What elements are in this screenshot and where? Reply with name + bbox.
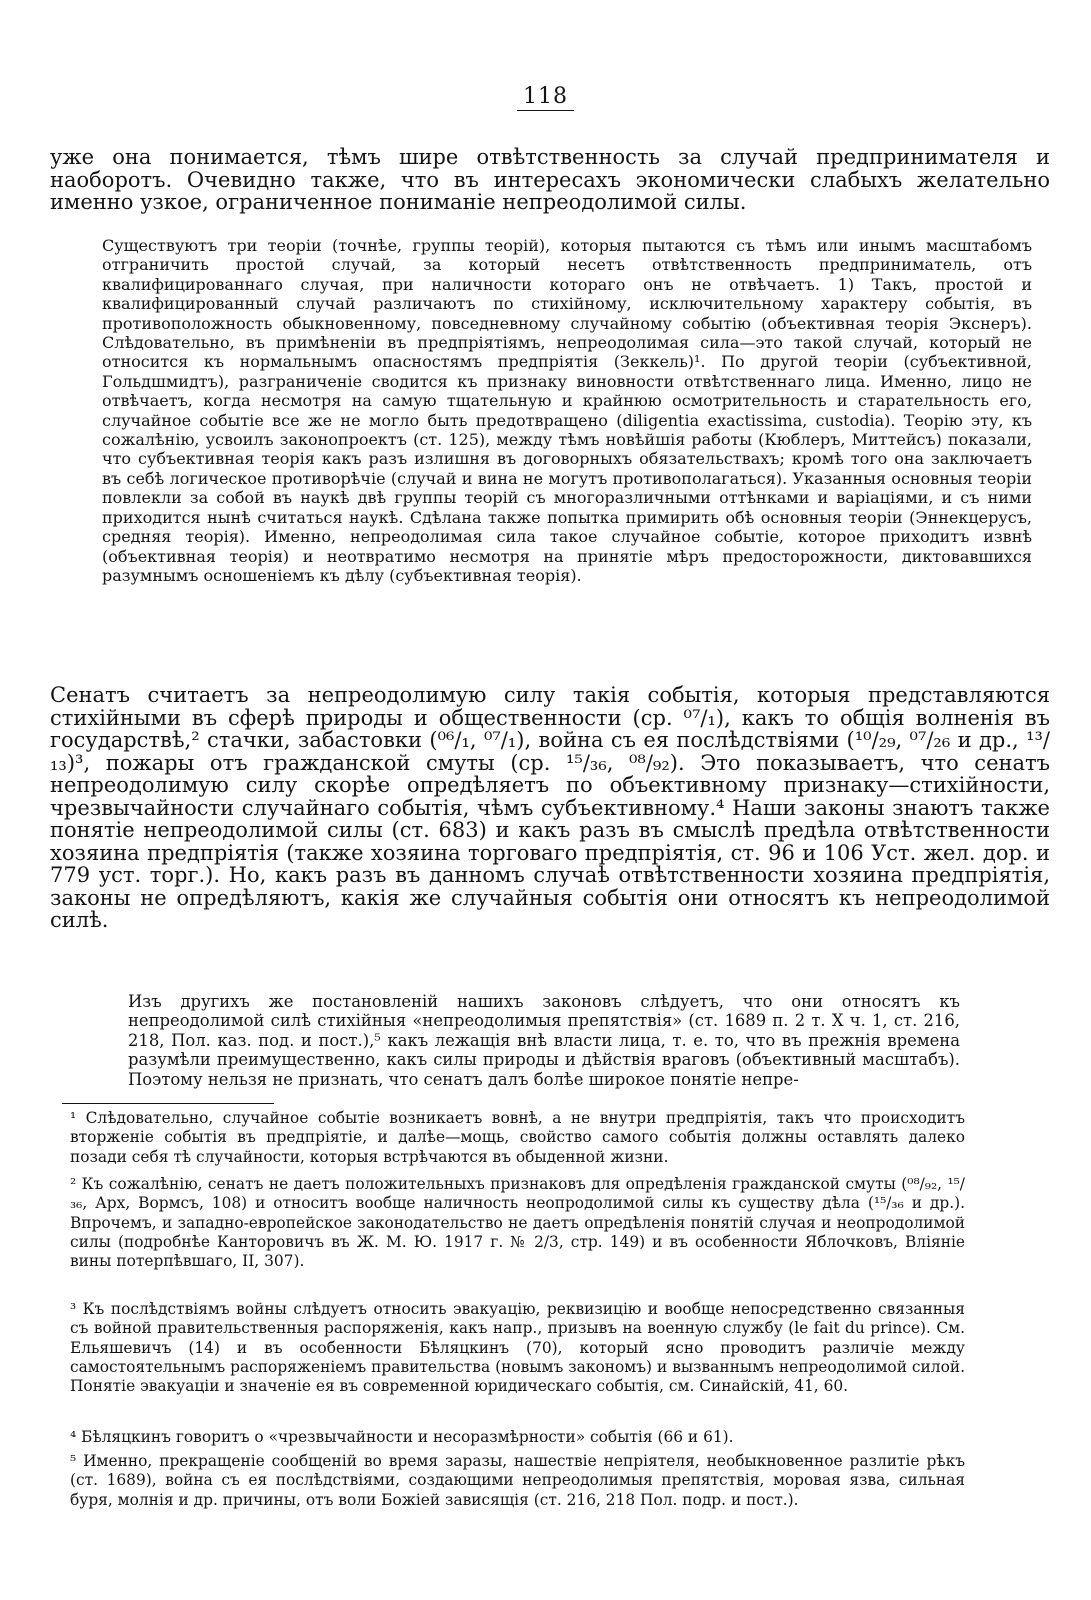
footnote-3: ³ Къ послѣдствіямъ войны слѣдуетъ относить эвакуацію, реквизицію и вообще непосредственно связанныя съ войной правительственныя распоряженія, какъ напр., призывъ на военную службу (le fait du prince). См. Ельяшевичъ (14) и въ особенности Бѣляцкинъ (70), который ясно проводитъ различіе между самостоятельнымъ распоряженіемъ правительства (новымъ закономъ) и вызваннымъ непреодолимой силой. Понятіе эвакуаціи и значеніе ея въ современной юридическаго событія, см. Синайскій, 41, 60. <box>70 1300 965 1396</box>
footnote-1: ¹ Слѣдовательно, случайное событіе возникаетъ вовнѣ, а не внутри предпріятія, такъ что происходитъ вторженіе событія въ предпріятіе, и далѣе—мощь, свойство самого событія должны оставлять далеко позади себя тѣ случайности, которыя встрѣчаются въ обыденной жизни. <box>70 1109 965 1166</box>
page-number: 118 <box>0 84 1091 109</box>
footnote-divider <box>62 1103 274 1104</box>
paragraph-laws: Изъ другихъ же постановленій нашихъ законовъ слѣдуетъ, что они относятъ къ непреодолимой силѣ стихійныя «непреодолимыя препятствія» (ст. 1689 п. 2 т. X ч. 1, ст. 216, 218, Пол. каз. под. и пост.),⁵ какъ лежащія внѣ власти лица, т. е. то, что въ прежнія времена разумѣли преимущественно, какъ силы природы и дѣйствія враговъ (объективный масштабъ). Поэтому нельзя не признать, что сенатъ далъ болѣе широкое понятіе непре- <box>128 992 960 1089</box>
paragraph-senate: Сенатъ считаетъ за непреодолимую силу такія событія, которыя представляются стихійными въ сферѣ природы и общественности (ср. ⁰⁷/₁), какъ то общія волненія въ государствѣ,² стачки, забастовки (⁰⁶/₁, ⁰⁷/₁), война съ ея послѣдствіями (¹⁰/₂₉, ⁰⁷/₂₆ и др., ¹³/₁₃)³, пожары отъ гражданской смуты (ср. ¹⁵/₃₆, ⁰⁸/₉₂). Это показываетъ, что сенатъ непреодолимую силу скорѣе опредѣляетъ по объективному признаку—стихійности, чрезвычайности случайнаго событія, чѣмъ субъективному.⁴ Наши законы знаютъ также понятіе непреодолимой силы (ст. 683) и какъ разъ въ смыслѣ предѣла отвѣтственности хозяина предпріятія (также хозяина торговаго предпріятія, ст. 96 и 106 Уст. жел. дор. и 779 уст. торг.). Но, какъ разъ въ данномъ случаѣ отвѣтственности хозяина предпріятія, законы не опредѣляютъ, какія же случайныя событія они относятъ къ непреодолимой силѣ. <box>50 683 1050 932</box>
footnote-4: ⁴ Бѣляцкинъ говоритъ о «чрезвычайности и несоразмѣрности» событія (66 и 61). <box>70 1428 734 1446</box>
paragraph-theories: Существуютъ три теоріи (точнѣе, группы теорій), которыя пытаются съ тѣмъ или инымъ масштабомъ отграничить простой случай, за который несетъ отвѣтственность предприниматель, отъ квалифицированнаго случая, при наличности котораго онъ не отвѣчаетъ. 1) Такъ, простой и квалифицированный случай различаютъ по стихійному, исключительному характеру событія, въ противоположность обыкновенному, повседневному случайному событію (объективная теорія Экснеръ). Слѣдовательно, въ примѣненіи въ предпріятіямъ, непреодолимая сила—это такой случай, который не относится къ нормальнымъ опасностямъ предпріятія (Зеккель)¹. По другой теоріи (субъективной, Гольдшмидтъ), разграниченіе сводится къ признаку виновности отвѣтственнаго лица. Именно, лицо не отвѣчаетъ, когда несмотря на самую тщательную и крайнюю осмотрительность и старательность его, случайное событіе все же не могло быть предотвращено (diligentia exactissima, custodia). Теорію эту, къ сожалѣнію, усвоилъ законопроектъ (ст. 125), между тѣмъ новѣйшія работы (Кюблеръ, Миттейсъ) показали, что субъективная теорія какъ разъ излишня въ договорныхъ обязательствахъ; кромѣ того она заключаетъ въ себѣ логическое противорѣчіе (случай и вина не могутъ противополагаться). Указанныя основныя теоріи повлекли за собой въ наукѣ двѣ группы теорій съ многоразличными оттѣнками и варіаціями, и съ ними приходится нынѣ считаться наукѣ. Сдѣлана также попытка примирить обѣ основныя теоріи (Эннекцерусъ, средняя теорія). Именно, непреодолимая сила такое случайное событіе, которое приходитъ извнѣ (объективная теорія) и неотвратимо несмотря на принятіе мѣръ предосторожности, диктовавшихся разумнымъ осношеніемъ къ дѣлу (субъективная теорія). <box>102 236 1032 585</box>
footnote-5: ⁵ Именно, прекращеніе сообщеній во время заразы, нашествіе непріятеля, необыкновенное разлитіе рѣкъ (ст. 1689), война съ ея послѣдствіями, создающими непреодолимыя препятствія, моровая язва, сильная буря, молнія и др. причины, отъ воли Божіей зависящія (ст. 216, 218 Пол. подр. и пост.). <box>70 1452 965 1509</box>
footnote-2: ² Къ сожалѣнію, сенатъ не даетъ положительныхъ признаковъ для опредѣленія гражданской смуты (⁰⁸/₉₂, ¹⁵/₃₆, Арх, Вормсъ, 108) и относитъ вообще наличность неопродолимой силы къ существу дѣла (¹⁵/₃₆ и др.). Впрочемъ, и западно-европейское законодательство не даетъ опредѣленія понятій случая и неопродолимой силы (подробнѣе Канторовичъ въ Ж. М. Ю. 1917 г. № 2/3, стр. 149) и въ особенности Яблочковъ, Вліяніе вины потерпѣвшаго, II, 307). <box>70 1175 965 1271</box>
paragraph-intro: уже она понимается, тѣмъ шире отвѣтственность за случай предпринимателя и наоборотъ. Очевидно также, что въ интересахъ экономически слабыхъ желательно именно узкое, ограниченное пониманіе непреодолимой силы. <box>50 145 1050 214</box>
